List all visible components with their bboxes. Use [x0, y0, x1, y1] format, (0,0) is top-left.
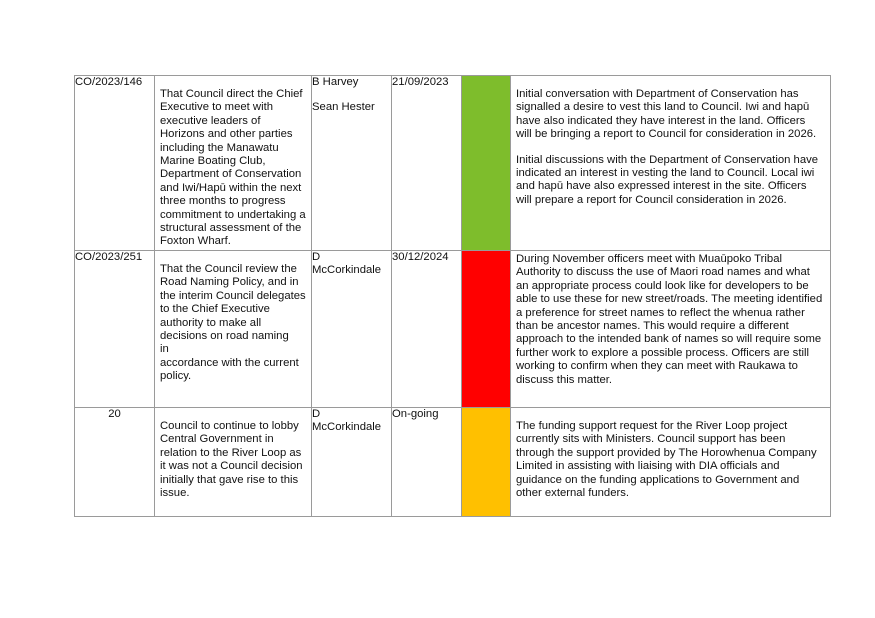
table-row — [75, 251, 831, 408]
officer-name: D McCorkindale — [312, 251, 382, 277]
comment-cell — [511, 251, 831, 408]
due-date-cell: On-going — [392, 408, 462, 517]
comment-paragraph: During November officers meet with Muaūpoko Tribal Authority to discuss the use of Maori road names and what an appropriate process could look like for developers to be able to use these for new street/roads. The meeting identified a preference for street names to reflect the whenua rather than be ancestor names. This would require a different approach to the intended bank of names so will require some further work to explore a possible process. Officers are still working to confirm when they can meet with Raukawa to discuss this matter. — [516, 253, 823, 386]
officer-cell — [312, 408, 392, 517]
ref-cell: CO/2023/146 — [75, 76, 155, 251]
ref-cell: CO/2023/251 — [75, 251, 155, 408]
comment-paragraph: Initial conversation with Department of Conservation has signalled a desire to vest this land to Council. Iwi and hapū have also indicated they have interest in the land. Officers will be bringing a report to Council for consideration in 2026. — [516, 88, 817, 141]
comment-paragraph: Initial discussions with the Department of Conservation have indicated an interest in vesting the land to Council. Local iwi and hapū have also expressed interest in the site. Officers will prepare a report for Council consideration in 2026. — [516, 153, 819, 206]
resolution-cell — [155, 251, 312, 408]
officer-name: D McCorkindale — [312, 408, 382, 434]
officer-name: Sean Hester — [312, 101, 375, 114]
due-date-cell: 21/09/2023 — [392, 76, 462, 251]
resolution-line: That the Council review the Road Naming Policy, and in the interim Council delegates to the Chief Executive authority to make all decisions on road naming — [160, 263, 306, 343]
actions-table — [74, 75, 831, 517]
table-row — [75, 408, 831, 517]
resolution-cell — [155, 408, 312, 517]
comment-paragraph: The funding support request for the River Loop project currently sits with Ministers. Council support has been through the support provided by The Horowhenua Company Limited in assisting with liaising with DIA officials and guidance on the funding applications to Government and other external funders. — [516, 420, 817, 500]
comment-cell — [511, 408, 831, 517]
status-indicator — [462, 408, 511, 517]
ref-cell: 20 — [75, 408, 155, 517]
comment-cell — [511, 76, 831, 251]
status-indicator — [462, 76, 511, 251]
resolution-text — [155, 251, 311, 384]
officer-name: B Harvey — [312, 76, 359, 88]
status-indicator — [462, 251, 511, 408]
resolution-line: in — [160, 343, 169, 356]
resolution-text: Council to continue to lobby Central Government in relation to the River Loop as it was not a Council decision initially that gave rise to this issue. — [160, 420, 303, 500]
table-row — [75, 76, 831, 251]
officer-cell — [312, 76, 392, 251]
resolution-text: That Council direct the Chief Executive to meet with executive leaders of Horizons and other parties including the Manawatu Marine Boating Club, Department of Conservation and Iwi/Hapū within the next three months to progress commitment to undertaking a structural assessment of the Foxton Wharf. — [160, 88, 306, 248]
due-date-cell: 30/12/2024 — [392, 251, 462, 408]
resolution-cell — [155, 76, 312, 251]
resolution-line: accordance with the current policy. — [160, 356, 299, 383]
officer-cell — [312, 251, 392, 408]
